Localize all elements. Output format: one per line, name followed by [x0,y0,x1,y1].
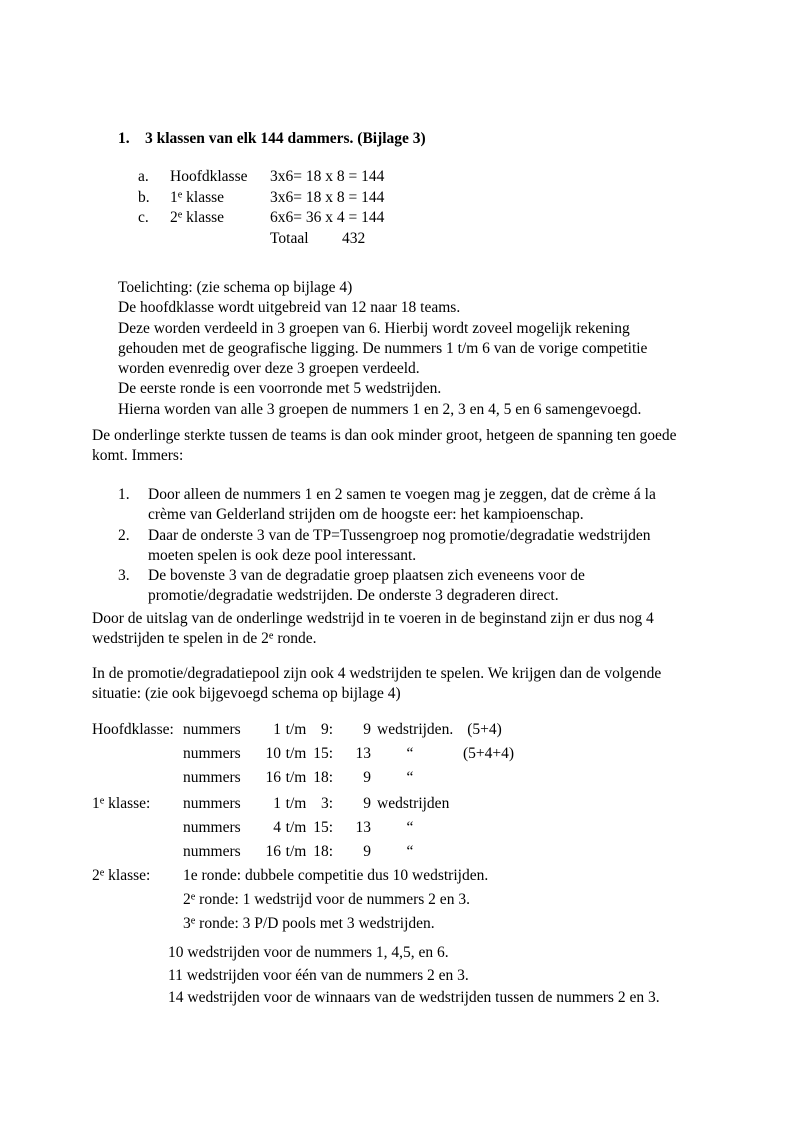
cell-ditto: “ [406,745,414,762]
final-line: 10 wedstrijden voor de nummers 1, 4,5, en 6. [168,944,449,961]
paragraph-line: situatie: (zie ook bijgevoegd schema op bijlage 4) [92,685,401,703]
cell-nummers: nummers [183,819,241,836]
list-marker: 2. [118,526,130,544]
list-item-line: De bovenste 3 van de degradatie groep plaatsen zich eveneens voor de [148,567,585,585]
paragraph-line: In de promotie/degradatiepool zijn ook 4 wedstrijden te spelen. We krijgen dan de volgende [92,665,662,682]
round-number: 1e [183,867,198,884]
list-item [118,567,683,608]
cell-tm: t/m [285,769,307,786]
class-calc: 3x6= 18 x 8 = 144 [270,168,385,185]
block-lead-label [92,795,183,813]
round-description [183,891,470,909]
cell-nummers: nummers [183,721,241,738]
table-row [92,745,514,769]
list-item-line: Door alleen de nummers 1 en 2 samen te voegen mag je zeggen, dat de crème á la [148,486,656,503]
paragraph-line-post: ronde. [273,630,317,648]
cell-nummers: nummers [183,843,241,860]
block-lead-label: Hoofdklasse: [92,721,174,738]
cell-count: 13 [355,745,371,762]
cell-from: 1 [273,795,281,812]
table-row [92,769,514,793]
class-name [170,189,270,207]
table-row [92,721,514,745]
table-row [92,795,449,819]
cell-count: 9 [363,843,371,860]
toelichting-line: Toelichting: (zie schema op bijlage 4) [118,279,353,296]
list-item [118,486,683,527]
cell-tm: t/m [285,795,307,812]
class-name-rest: klasse [182,188,225,206]
block-lead-pre: 2 [92,867,100,884]
ordinal-suffix: e [268,630,274,642]
toelichting-line: Deze worden verdeeld in 3 groepen van 6. Hierbij wordt zoveel mogelijk rekening [118,319,630,337]
toelichting-block [118,279,708,421]
list-marker: b. [138,188,150,206]
class-name: Hoofdklasse [170,168,248,185]
block-lead-post: klasse: [104,795,151,812]
table-row [92,915,488,939]
ordinal-suffix: e [177,209,183,221]
final-line: 14 wedstrijden voor de winnaars van de wedstrijden tussen de nummers 2 en 3. [168,989,660,1007]
list-item-line: moeten spelen is ook deze pool interessant. [148,546,417,564]
table-row [92,891,488,915]
cell-from: 16 [265,769,281,786]
paragraph-result [92,610,704,651]
list-item [138,189,384,210]
class-calc: 3x6= 18 x 8 = 144 [270,188,385,206]
eerste-klasse-schedule [92,795,449,867]
tweede-klasse-schedule [92,867,488,939]
total-label: Totaal [270,229,309,247]
hoofdklasse-schedule [92,721,514,793]
cell-extra: (5+4+4) [463,745,515,762]
list-item [138,168,384,189]
paragraph-line-pre: wedstrijden te spelen in de 2 [92,630,269,648]
ordinal-suffix: e [99,867,105,879]
toelichting-line: Hierna worden van alle 3 groepen de nummers 1 en 2, 3 en 4, 5 en 6 samengevoegd. [118,400,642,418]
cell-from: 4 [273,819,281,836]
cell-tm: t/m [285,819,307,836]
class-calc: 6x6= 36 x 4 = 144 [270,209,385,226]
list-item-line: crème van Gelderland strijden om de hoogste eer: het kampioenschap. [148,506,584,524]
paragraph-line: komt. Immers: [92,447,184,465]
cell-to: 18: [313,769,333,786]
cell-word: wedstrijden [377,795,450,812]
paragraph-strength [92,427,704,468]
block-lead-post: klasse: [104,867,151,884]
round-number: 3 [183,915,191,932]
cell-nummers: nummers [183,745,241,762]
class-name-base: 1 [170,188,178,206]
paragraph-line: De onderlinge sterkte tussen de teams is dan ook minder groot, hetgeen de spanning ten goede [92,427,677,444]
ordinal-suffix: e [190,891,196,903]
paragraph-line: Door de uitslag van de onderlinge wedstrijd in te voeren in de beginstand zijn er dus nog 4 [92,610,654,627]
cell-tm: t/m [285,721,307,738]
round-text: ronde: dubbele competitie dus 10 wedstrijden. [197,867,489,884]
round-text: ronde: 1 wedstrijd voor de nummers 2 en 3. [195,891,470,908]
total-value: 432 [342,229,366,247]
cell-ditto: “ [406,769,414,786]
class-name-base: 2 [170,209,178,226]
class-name-rest: klasse [182,209,225,226]
cell-to: 18: [313,843,333,860]
ordinal-suffix: e [190,915,196,927]
paragraph-line [92,630,704,650]
class-name [170,209,270,227]
round-number: 2 [183,891,191,908]
cell-ditto: “ [406,843,414,860]
cell-nummers: nummers [183,769,241,786]
list-item [118,527,683,568]
total-row [138,230,384,251]
final-lines-block [168,944,660,1012]
ordinal-suffix: e [99,795,105,807]
round-description [183,867,488,885]
toelichting-line: gehouden met de geografische ligging. De nummers 1 t/m 6 van de vorige competitie [118,339,648,357]
list-marker: a. [138,168,149,185]
cell-to: 15: [313,745,333,762]
list-marker: 1. [118,486,130,503]
class-sizes-list [138,168,384,250]
toelichting-line: De hoofdklasse wordt uitgebreid van 12 naar 18 teams. [118,299,461,317]
cell-nummers: nummers [183,795,241,812]
cell-count: 13 [355,819,371,836]
table-row [92,819,449,843]
heading-number: 1. [118,130,130,147]
toelichting-line: De eerste ronde is een voorronde met 5 wedstrijden. [118,380,442,398]
block-lead-label [92,867,183,885]
cell-from: 1 [273,721,281,738]
list-item-line: Daar de onderste 3 van de TP=Tussengroep nog promotie/degradatie wedstrijden [148,526,651,544]
cell-count: 9 [363,769,371,786]
cell-word: wedstrijden. [377,721,454,738]
table-row [92,867,488,891]
toelichting-line: worden evenredig over deze 3 groepen verdeeld. [118,360,420,378]
cell-extra: (5+4) [467,721,502,738]
block-lead-pre: 1 [92,795,100,812]
reasons-list [118,486,683,608]
list-item-line: promotie/degradatie wedstrijden. De onderste 3 degraderen direct. [148,587,559,605]
paragraph-pd [92,665,704,706]
heading-text: 3 klassen van elk 144 dammers. (Bijlage 3) [145,130,426,147]
cell-from: 10 [265,745,281,762]
list-marker: c. [138,209,149,226]
page-title [118,130,426,148]
cell-to: 15: [313,819,333,836]
cell-count: 9 [363,795,371,812]
round-description [183,915,435,933]
cell-from: 16 [265,843,281,860]
cell-ditto: “ [406,819,414,836]
cell-to: 9: [320,721,333,738]
ordinal-suffix: e [177,188,183,200]
list-item [138,209,384,230]
round-text: ronde: 3 P/D pools met 3 wedstrijden. [195,915,435,932]
cell-tm: t/m [285,843,307,860]
cell-tm: t/m [285,745,307,762]
final-line: 11 wedstrijden voor één van de nummers 2 en 3. [168,966,469,984]
list-marker: 3. [118,567,130,585]
table-row [92,843,449,867]
cell-count: 9 [363,721,371,738]
cell-to: 3: [320,795,333,812]
